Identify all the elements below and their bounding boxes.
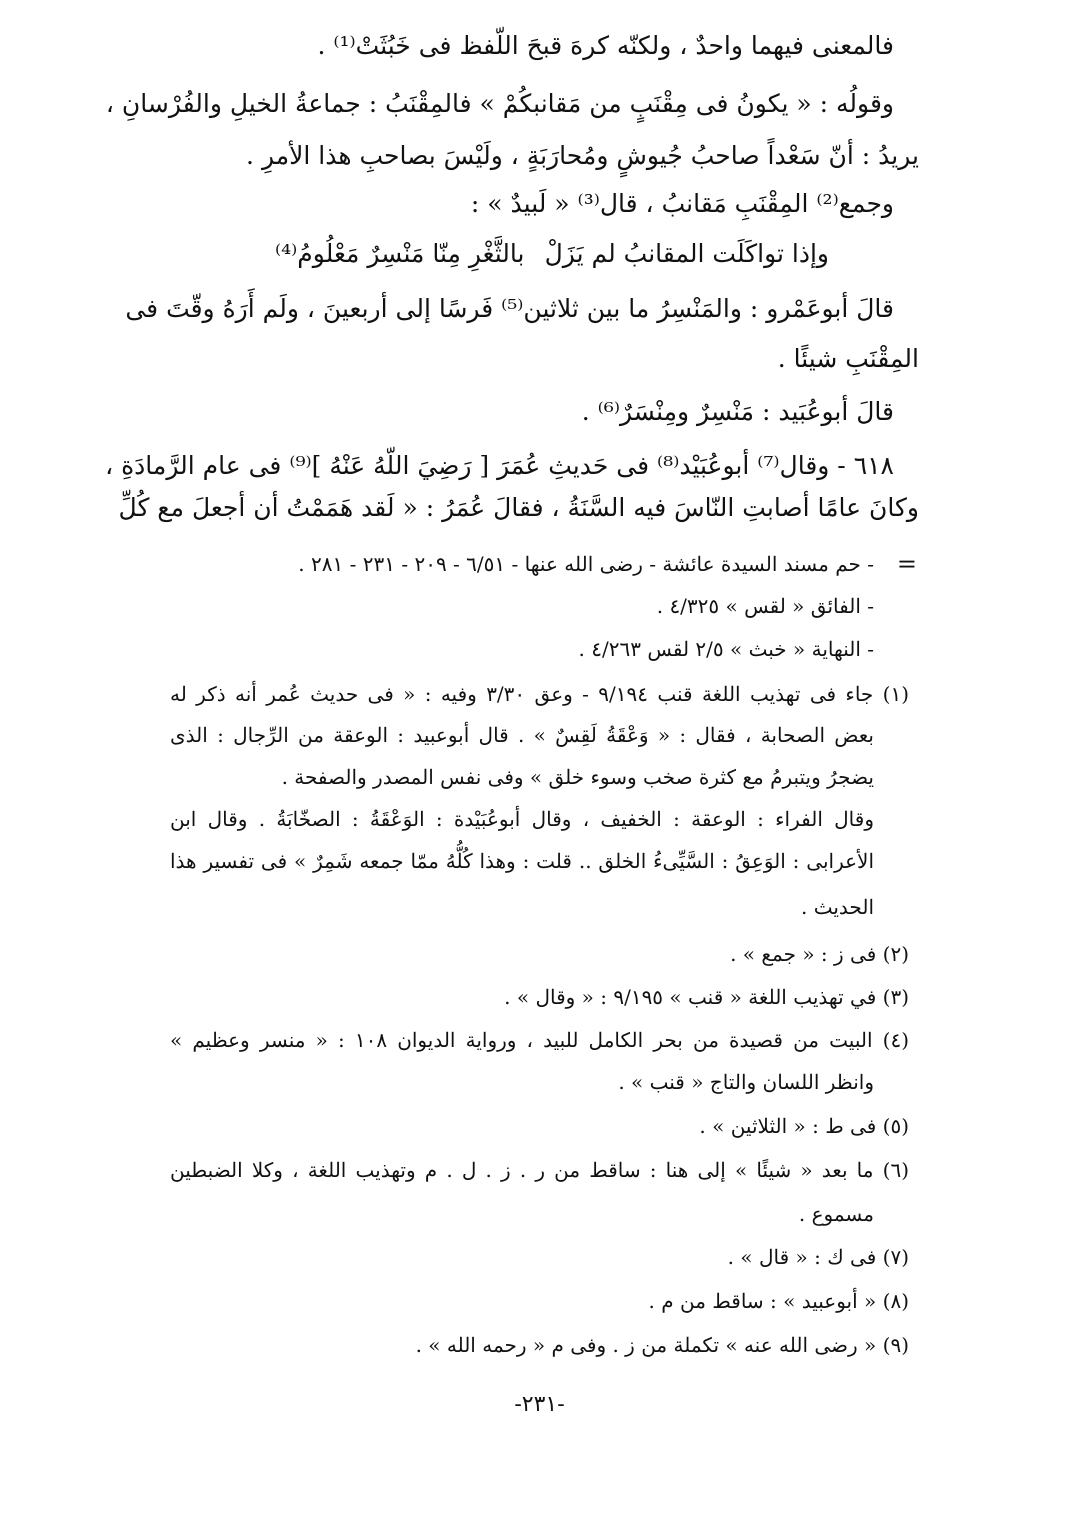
footnote-5: (٥) فى ط : « الثلاثين » .: [699, 1114, 909, 1138]
footnote-1-line-4: وقال الفراء : الوعقة : الخفيف ، وقال أبوعُبَيْدة : الوَعْقَةُ : الصخّابَةُ . وقال ابن: [170, 807, 874, 831]
page-number: -٢٣١-: [514, 1392, 565, 1417]
footnote-9: (٩) « رضى الله عنه » تكملة من ز . وفى م « رحمه الله » .: [415, 1333, 909, 1357]
main-line-4: وجمع⁽²⁾ المِقْنَبِ مَقانبُ ، قال⁽³⁾ « لَبيدٌ » :: [470, 189, 894, 218]
footnote-2: (٢) فى ز : « جمع » .: [730, 942, 909, 966]
main-line-2: وقولُه : « يكونُ فى مِقْنَبٍ من مَقانبكُمْ » فالمِقْنَبُ : جماعةُ الخيلِ والفُرْسانِ ،: [105, 89, 894, 118]
footnote-6-line-1: (٦) ما بعد « شيئًا » إلى هنا : ساقط من ر . ز . ل . م وتهذيب اللغة ، وكلا الضبطين: [170, 1158, 909, 1182]
footnote-3: (٣) في تهذيب اللغة « قنب » ٩/١٩٥ : « وقال » .: [504, 985, 909, 1009]
footnote-4-line-1: (٤) البيت من قصيدة من بحر الكامل للبيد ، ورواية الديوان ١٠٨ : « منسر وعظيم »: [170, 1028, 909, 1052]
continuation-marker: =: [896, 550, 917, 578]
continuation-line-2: - الفائق « لقس » ٤/٣٢٥ .: [656, 594, 874, 618]
main-line-8: ٦١٨ - وقال⁽⁷⁾ أبوعُبَيْد⁽⁸⁾ فى حَديثِ عُمَرَ [ رَضِيَ اللّهُ عَنْهُ ]⁽⁹⁾ فى عام الرَّمادَةِ ،: [105, 451, 894, 480]
verse-first-hemistich: وإذا تواكَلَت المقانبُ لم يَزَلْ: [544, 239, 829, 268]
main-line-7: قالَ أبوعُبَيد : مَنْسِرٌ ومِنْسَرٌ⁽⁶⁾ .: [581, 397, 894, 426]
footnote-1-line-2: بعض الصحابة ، فقال : « وَعْقَةُ لَقِسٌ » . قال أبوعبيد : الوعقة من الرِّجال : الذى: [170, 723, 874, 747]
footnote-8: (٨) « أبوعبيد » : ساقط من م .: [648, 1289, 909, 1313]
footnote-1-line-3: يضجرُ ويتبرمُ مع كثرة صخب وسوء خلق » وفى نفس المصدر والصفحة .: [281, 765, 874, 789]
main-line-1: فالمعنى فيهما واحدٌ ، ولكنّه كرهَ قبحَ اللّفظ فى خَبُثَتْ⁽¹⁾ .: [317, 31, 894, 60]
continuation-line-3: - النهاية « خبث » ٢/٥ لقس ٤/٢٦٣ .: [578, 637, 874, 661]
footnote-1-line-1: (١) جاء فى تهذيب اللغة قنب ٩/١٩٤ - وعق ٣/٣٠ وفيه : « فى حديث عُمر أنه ذكر له: [170, 682, 910, 706]
main-line-3: يريدُ : أنّ سَعْداً صاحبُ جُيوشٍ ومُحارَبَةٍ ، ولَيْسَ بصاحبِ هذا الأمرِ .: [246, 141, 919, 170]
continuation-line-1: - حم مسند السيدة عائشة - رضى الله عنها - ٦/٥١ - ٢٠٩ - ٢٣١ - ٢٨١ .: [298, 552, 874, 576]
main-line-9: وكانَ عامًا أصابتِ النّاسَ فيه السَّنَةُ ، فقالَ عُمَرُ : « لَقد هَمَمْتُ أن أجعلَ مع كُلِّ: [118, 493, 919, 522]
main-line-6: المِقْنَبِ شيئًا .: [777, 344, 919, 373]
footnote-1-line-5: الأعرابى : الوَعِقُ : السَّيِّىءُ الخلق .. قلت : وهذا كُلُّهُ ممّا جمعه شَمِرٌ » فى تفسير هذا: [170, 849, 874, 873]
footnote-4-line-2: وانظر اللسان والتاج « قنب » .: [618, 1070, 874, 1094]
verse-second-hemistich: بالثَّغْرِ مِنّا مَنْسِرٌ مَعْلُومُ⁽⁴⁾: [275, 239, 525, 268]
footnote-1-line-6: الحديث .: [801, 895, 874, 919]
footnote-6-line-2: مسموع .: [798, 1202, 874, 1226]
footnote-7: (٧) فى ك : « قال » .: [727, 1245, 909, 1269]
main-line-5: قالَ أبوعَمْرو : والمَنْسِرُ ما بين ثلاثين⁽⁵⁾ فَرسًا إلى أربعينَ ، ولَم أَرَهُ وقّتَ فى: [125, 294, 894, 323]
